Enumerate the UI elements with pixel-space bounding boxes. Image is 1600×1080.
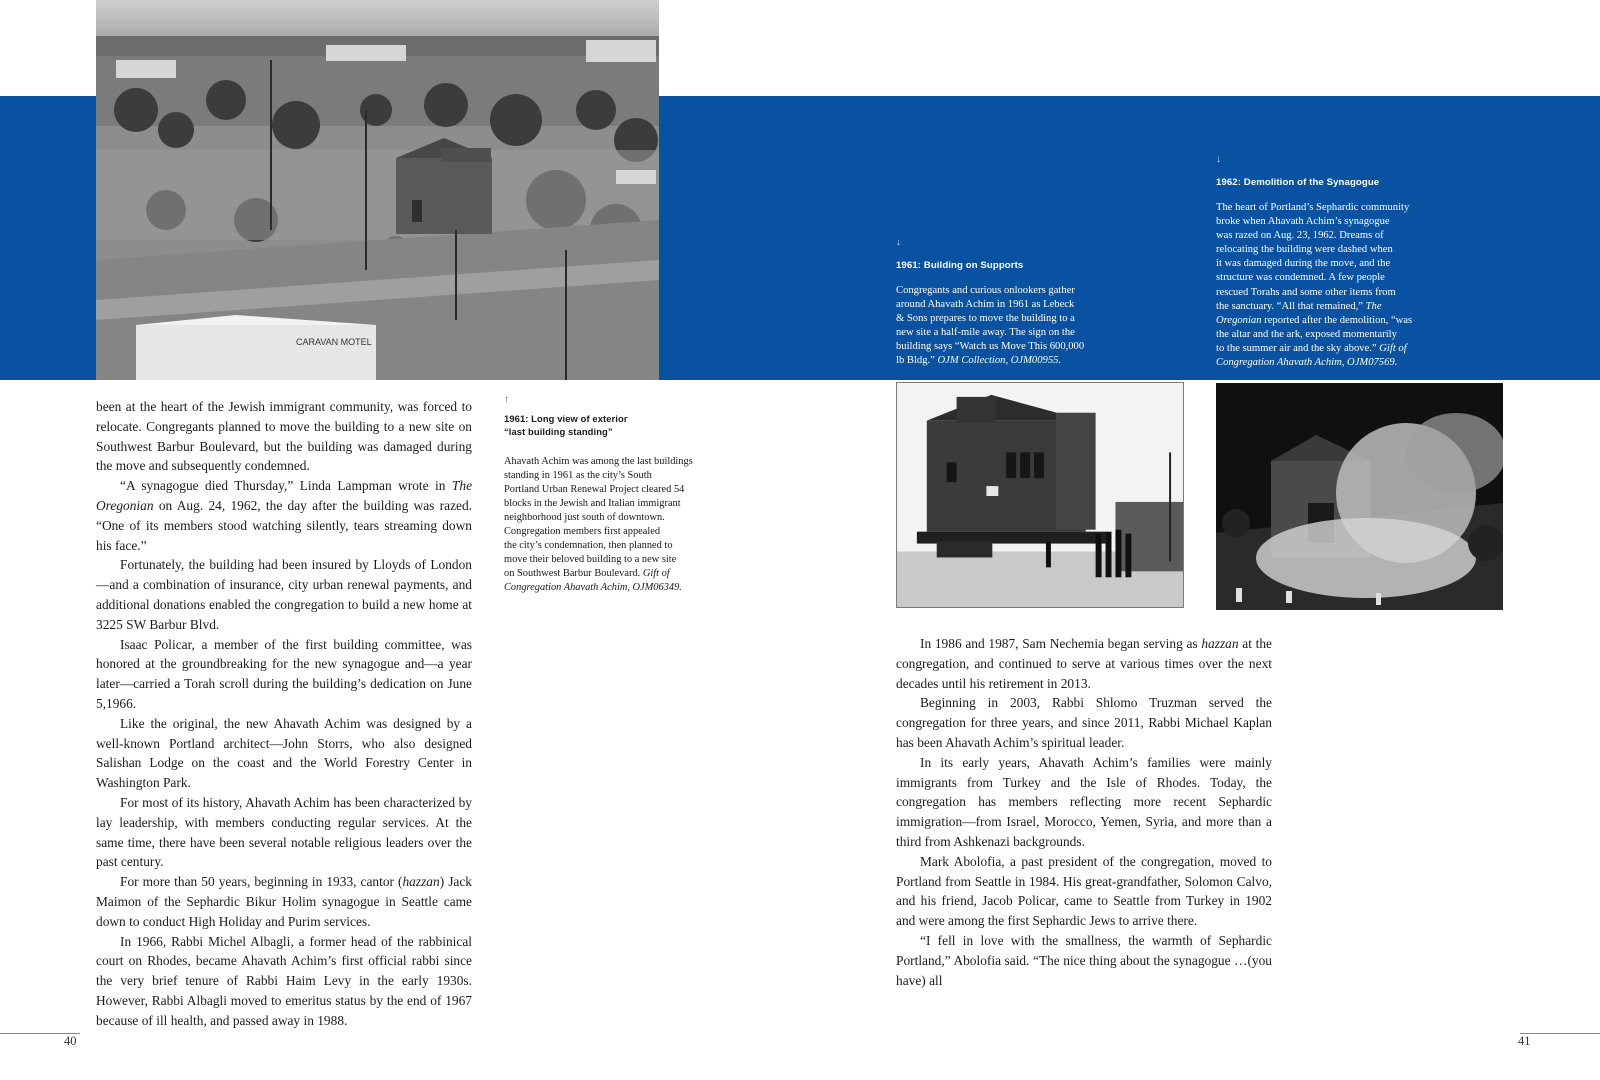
caption-text: lb Bldg.”	[896, 355, 935, 367]
caption-line: The heart of Portland’s Sephardic community	[1216, 202, 1410, 213]
paragraph: In 1966, Rabbi Michel Albagli, a former head of the rabbinical court on Rhodes, became Ahavath Achim’s first official rabbi since the very brief tenure of Rabbi Haim Levy in the early 1930s. However, Rabbi Albagli moved to emeritus status by the end of 1967 because of ill health, and passed away in 1988.	[96, 933, 472, 1028]
photo-long-view-exterior-image	[96, 0, 659, 380]
photo-building-on-supports-image	[897, 383, 1183, 607]
caravan-motel-sign: CARAVAN MOTEL	[296, 337, 372, 347]
right-body-column	[896, 634, 1272, 990]
caption-line: blocks in the Jewish and Italian immigrant	[504, 497, 681, 509]
paragraph: Beginning in 2003, Rabbi Shlomo Truzman served the congregation for three years, and since 2011, Rabbi Michael Kaplan has been Ahavath Achim’s spiritual leader.	[896, 695, 1272, 750]
caption-line: Portland Urban Renewal Project cleared 54	[504, 483, 685, 495]
caption-credit: Congregation Ahavath Achim, OJM07569.	[1216, 357, 1398, 369]
caption-line: relocating the building were dashed when	[1216, 244, 1393, 256]
caption-title: 1962: Demolition of the Synagogue	[1216, 177, 1380, 188]
paragraph-italic: The Oregonian	[96, 478, 473, 513]
caption-title: 1961: Building on Supports	[896, 260, 1024, 271]
caption-arrow-down-icon: ↓	[1216, 154, 1221, 165]
paragraph: Like the original, the new Ahavath Achim was designed by a well-known Portland architect—John Storrs, who also designed Salishan Lodge on the coast and the World Forestry Center in Washington Park.	[96, 715, 472, 791]
page-number-left: 40	[64, 1034, 77, 1048]
paragraph-italic: hazzan	[1201, 636, 1239, 651]
caption-line: structure was condemned. A few people	[1216, 272, 1385, 284]
caption-line: around Ahavath Achim in 1961 as Lebeck	[896, 299, 1075, 311]
caption-credit: OJM Collection, OJM00955.	[937, 355, 1062, 367]
caption-credit: Congregation Ahavath Achim, OJM06349.	[504, 582, 682, 594]
left-body-column	[96, 397, 472, 1031]
caption-text: reported after the demolition, “was	[1264, 314, 1413, 326]
caption-line: was razed on Aug. 23, 1962. Dreams of	[1216, 230, 1384, 242]
caption-line: neighborhood just south of downtown.	[504, 511, 665, 523]
caption-line: move their beloved building to a new site	[504, 554, 677, 566]
caption-line: broke when Ahavath Achim’s synagogue	[1216, 216, 1390, 228]
caption-title	[504, 412, 704, 439]
caption-line	[1216, 356, 1420, 370]
footer-rule-right	[1520, 1033, 1600, 1034]
caption-body	[896, 284, 1092, 369]
caption-title-line: 1961: Long view of exterior	[504, 413, 628, 424]
paragraph-italic: hazzan	[402, 874, 440, 890]
caption-credit: Gift of	[642, 568, 670, 580]
caption-long-view	[504, 394, 704, 596]
paragraph: “I fell in love with the smallness, the warmth of Sephardic Portland,” Abolofia said. “The nice thing about the synagogue …(you have) all	[896, 932, 1272, 988]
caption-line: the altar and the ark, exposed momentarily	[1216, 328, 1397, 340]
paragraph-text: ) Jack Maimon of the Sephardic Bikur Holim synagogue in Seattle came down to conduct High Holiday and Purim services.	[96, 874, 472, 929]
paragraph-text: For more than 50 years, beginning in 1933, cantor (	[120, 874, 403, 890]
caption-line: it was damaged during the move, and the	[1216, 258, 1391, 270]
paragraph	[896, 634, 1272, 693]
caption-text: to the summer air and the sky above.”	[1216, 342, 1377, 354]
caption-line: the city’s condemnation, then planned to	[504, 540, 673, 552]
caption-arrow-up-icon: ↑	[504, 394, 509, 405]
caption-arrow-down-icon: ↓	[896, 237, 901, 248]
photo-demolition-image	[1216, 383, 1503, 610]
photo-long-view-exterior	[96, 0, 659, 380]
caption-text: the sanctuary. “All that remained,”	[1216, 300, 1363, 312]
photo-building-on-supports	[896, 382, 1184, 608]
caption-body	[1216, 201, 1420, 370]
caption-line: & Sons prepares to move the building to a	[896, 313, 1075, 325]
caption-line: new site a half-mile away. The sign on the	[896, 327, 1075, 339]
paragraph: Mark Abolofia, a past president of the congregation, moved to Portland from Seattle in 1984. His great-grandfather, Solomon Calvo, and his friend, Jacob Policar, came to Seattle from Turkey in 1902 and were among the first Sephardic Jews to arrive there.	[896, 853, 1272, 929]
caption-line: building says “Watch us Move This 600,000	[896, 341, 1085, 353]
page-number-right: 41	[1518, 1034, 1531, 1048]
caption-demolition	[1216, 154, 1420, 370]
paragraph-text: In 1986 and 1987, Sam Nechemia began serving as	[920, 636, 1198, 651]
paragraph-text: “A synagogue died Thursday,” Linda Lampman wrote in	[120, 478, 446, 494]
paragraph: Isaac Policar, a member of the first building committee, was honored at the groundbreaking for the new synagogue and—a year later—carried a Torah scroll during the building’s dedication on June 5,1966.	[96, 636, 472, 711]
caption-line: Congregants and curious onlookers gather	[896, 285, 1075, 296]
paragraph-text: at the congregation, and continued to serve at various times over the next decades until his retirement in 2013.	[896, 636, 1272, 691]
caption-italic: Oregonian	[1216, 314, 1262, 326]
caption-body	[504, 455, 704, 596]
caption-line: standing in 1961 as the city’s South	[504, 469, 652, 481]
caption-text: on Southwest Barbur Boulevard.	[504, 568, 641, 580]
paragraph: been at the heart of the Jewish immigrant community, was forced to relocate. Congregants planned to move the building to a new site on Southwest Barbur Boulevard, but the building was damaged during the move and subsequently condemned.	[96, 399, 472, 474]
caption-line: Congregation members first appealed	[504, 526, 661, 538]
caption-building-on-supports	[896, 237, 1092, 369]
caption-line	[1216, 300, 1420, 314]
caption-italic: The	[1365, 300, 1382, 312]
paragraph: For most of its history, Ahavath Achim has been characterized by lay leadership, with members conducting regular services. At the same time, there have been several notable religious leaders over the past century.	[96, 794, 472, 870]
paragraph: Fortunately, the building had been insured by Lloyds of London—and a combination of insurance, city urban renewal payments, and additional donations enabled the congregation to build a new home at 3225 SW Barbur Blvd.	[96, 557, 472, 632]
caption-credit: Gift of	[1379, 342, 1407, 354]
caption-line	[504, 567, 704, 581]
paragraph	[96, 476, 472, 555]
photo-demolition	[1216, 383, 1503, 610]
caption-line	[896, 354, 1092, 368]
caption-line	[1216, 342, 1420, 356]
paragraph: In its early years, Ahavath Achim’s families were mainly immigrants from Turkey and the Isle of Rhodes. Today, the congregation has members reflecting more recent Sephardic immigration—from Israel, Morocco, Yemen, Syria, and more than a third from Ashkenazi backgrounds.	[896, 754, 1272, 849]
paragraph	[96, 872, 472, 931]
paragraph-text: on Aug. 24, 1962, the day after the building was razed. “One of its members stood watching silently, tears streaming down his face.”	[96, 497, 472, 553]
caption-line	[504, 581, 704, 595]
caption-line: rescued Torahs and some other items from	[1216, 286, 1396, 298]
caption-title-line: “last building standing”	[504, 426, 613, 438]
caption-line: Ahavath Achim was among the last buildings	[504, 455, 693, 467]
caption-line	[1216, 314, 1420, 328]
